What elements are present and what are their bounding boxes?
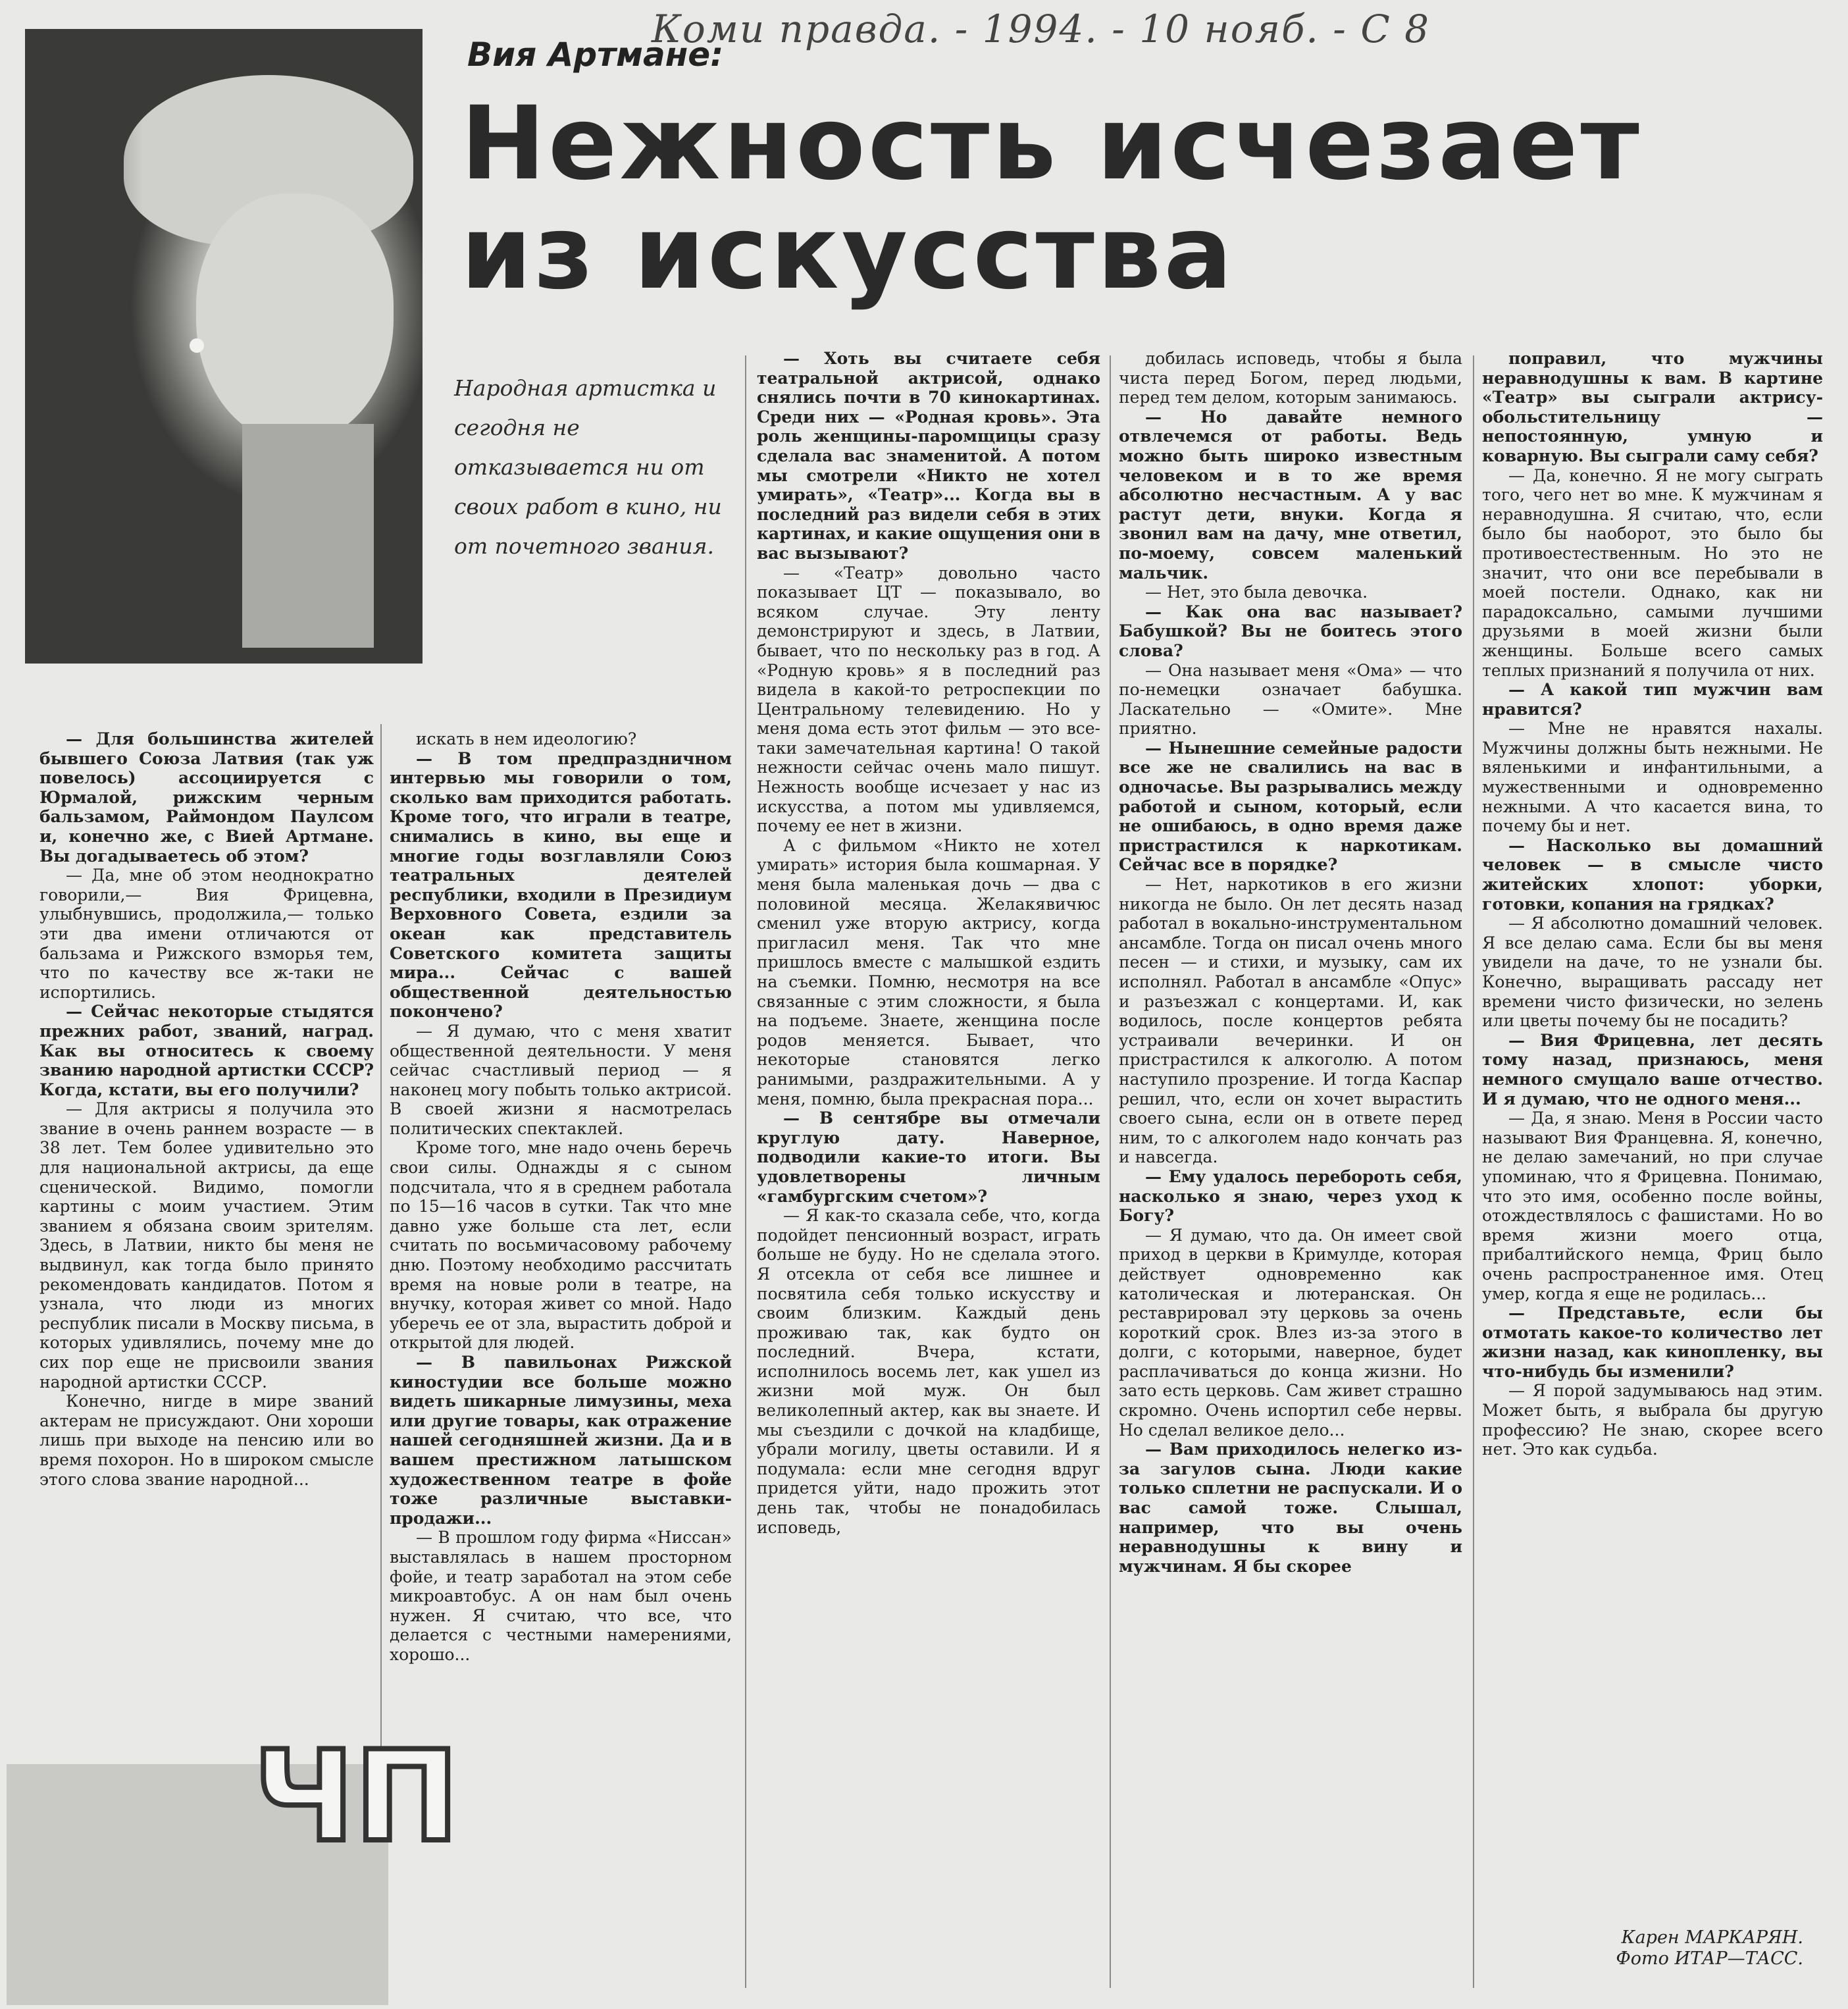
answer-paragraph: Кроме того, мне надо очень беречь свои силы. Однажды я с сыном подсчитала, что я в среднем работала по 15—16 часов в сутки. Так что мне давно уже больше ста лет, если считать по восьмичасовому рабочему дню. Поэтому необходимо рассчитать время на новые роли в театре, на внучку, которая живет со мной. Надо уберечь ее от зла, вырастить доброй и открытой для людей.	[390, 1138, 732, 1353]
portrait-photo	[25, 29, 423, 664]
question-paragraph: — В павильонах Рижской киностудии все больше можно видеть шикарные лимузины, меха или другие товары, как отражение нашей сегодняшней жизни. Да и в вашем престижном латышском художественном театре в фойе тоже различные выставки-продажи...	[390, 1353, 732, 1528]
answer-paragraph: — В прошлом году фирма «Ниссан» выставлялась в нашем просторном фойе, и театр заработал на этом себе микроавтобус. А он нам был очень нужен. Я считаю, что все, что делается с честными намерениями, хорошо...	[390, 1528, 732, 1664]
answer-paragraph: — Нет, это была девочка.	[1145, 583, 1368, 602]
column-divider	[1473, 355, 1474, 1988]
question-paragraph: — Для большинства жителей бывшего Союза Латвия (так уж повелось) ассоциируется с Юрмалой, рижским черным бальзамом, Раймондом Паулсом и, конечно же, с Вией Артмане. Вы догадываетесь об этом?	[39, 729, 374, 866]
column-divider	[1110, 355, 1111, 1988]
answer-paragraph: — Я думаю, что да. Он имеет свой приход в церкви в Кримулде, которая действует одновременно как католическая и лютеранская. Он реставрировал эту церковь за очень короткий срок. Влез из-за этого в долги, с которыми, наверное, будет расплачиваться до конца жизни. Но зато есть церковь. Сам живет страшно скромно. Очень испортил себе нервы. Но сделал великое дело...	[1119, 1225, 1462, 1440]
text-column-5	[1482, 349, 1823, 1459]
answer-paragraph: — Я порой задумываюсь над этим. Может быть, я выбрала бы другую профессию? Не знаю, скорее всего нет. Это как судьба.	[1482, 1381, 1823, 1459]
question-paragraph: — Представьте, если бы отмотать какое-то количество лет жизни назад, как кинопленку, вы что-нибудь бы изменили?	[1482, 1303, 1823, 1381]
question-paragraph: — В том предпраздничном интервью мы говорили о том, сколько вам приходится работать. Кроме того, что играли в театре, снимались в кино, вы еще и многие годы возглавляли Союз театральных деятелей республики, входили в Президиум Верховного Совета, ездили за океан как представитель Советского комитета защиты мира... Сейчас с вашей общественной деятельностью покончено?	[390, 748, 732, 1022]
question-paragraph: — Ему удалось перебороть себя, насколько я знаю, через уход к Богу?	[1119, 1166, 1462, 1226]
answer-paragraph: — Я как-то сказала себе, что, когда подойдет пенсионный возраст, играть больше не буду. Но не сделала этого. Я отсекла от себя все лишнее и посвятила себя только искусству и своим близким. Каждый день проживаю так, как будто он последний. Вчера, кстати, исполнилось восемь лет, как ушел из жизни мой муж. Он был великолепный актер, как вы знаете. И мы съездили с дочкой на кладбище, убрали могилу, цветы оставили. И я подумала: если мне сегодня вдруг придется уйти, надо прожить этот день так, чтобы не понадобилась исповедь,	[757, 1206, 1100, 1537]
answer-paragraph: — Она называет меня «Ома» — что по-немецки означает бабушка. Ласкательно — «Омите». Мне приятно.	[1119, 660, 1462, 739]
question-paragraph: поправил, что мужчины неравнодушны к вам. В картине «Театр» вы сыграли актрису-обольстительницу — непостоянную, умную и коварную. Вы сыграли саму себя?	[1482, 349, 1823, 465]
answer-paragraph: — Да, конечно. Я не могу сыграть того, чего нет во мне. К мужчинам я неравнодушна. Я считаю, что, если было бы наоборот, это было бы противоестественным. Но это не значит, что они все перебывали в моей постели. Однако, как ни парадоксально, самыми лучшими друзьями в моей жизни были женщины. Больше всего самых теплых признаний я получила от них.	[1482, 465, 1823, 680]
photo-credit: Фото ИТАР—ТАСС.	[1616, 1948, 1803, 1969]
byline	[1553, 1927, 1803, 1970]
paper-logo: ЧП	[253, 1724, 459, 1869]
answer-paragraph: — Да, мне об этом неоднократно говорили,— Вия Фрицевна, улыбнувшись, продолжила,— только эти два имени отличаются от бальзама и Рижского взморья тем, что по качеству все ж-таки не испортились.	[39, 866, 374, 1002]
question-paragraph: — Как она вас называет? Бабушкой? Вы не боитесь этого слова?	[1119, 602, 1462, 660]
column-divider	[745, 355, 746, 1988]
answer-paragraph: — Я думаю, что с меня хватит общественной деятельности. У меня сейчас счастливый период — я наконец могу побыть только актрисой. В своей жизни я насмотрелась политических спектаклей.	[390, 1021, 732, 1138]
question-paragraph: — Но давайте немного отвлечемся от работы. Ведь можно быть широко известным человеком и в то же время абсолютно несчастным. А у вас растут дети, внуки. Когда я звонил вам на дачу, мне ответил, по-моему, совсем маленький мальчик.	[1119, 407, 1462, 583]
author-credit: Карен МАРКАРЯН.	[1621, 1927, 1803, 1948]
answer-paragraph: — Я абсолютно домашний человек. Я все делаю сама. Если бы вы меня увидели на даче, то не узнали бы. Конечно, выращивать рассаду нет времени чисто физически, но зелень или цветы почему бы не посадить?	[1482, 914, 1823, 1031]
handwritten-source-note: Коми правда. - 1994. - 10 нояб. - С 8	[652, 7, 1431, 51]
text-column-3	[757, 349, 1100, 1537]
article-lead: Народная артистка и сегодня не отказывается ни от своих работ в кино, ни от почетного звания.	[454, 375, 722, 559]
answer-paragraph: Конечно, нигде в мире званий актерам не присуждают. Они хороши лишь при выходе на пенсию или во время похорон. Но в широком смысле этого слова звание народной...	[39, 1392, 374, 1489]
question-paragraph: — В сентябре вы отмечали круглую дату. Наверное, подводили какие-то итоги. Вы удовлетворены личным «гамбургским счетом»?	[757, 1109, 1100, 1206]
question-paragraph: — Вия Фрицевна, лет десять тому назад, признаюсь, меня немного смущало ваше отчество. И я думаю, что не одного меня...	[1482, 1030, 1823, 1109]
question-paragraph: — Вам приходилось нелегко из-за загулов сына. Люди какие только сплетни не распускали. И о вас самой тоже. Слышал, например, что вы очень неравнодушны к вину и мужчинам. Я бы скорее	[1119, 1440, 1462, 1576]
article-kicker: Вия Артмане:	[467, 36, 724, 74]
question-paragraph: — Насколько вы домашний человек — в смысле чисто житейских хлопот: уборки, готовки, копания на грядках?	[1482, 835, 1823, 914]
answer-paragraph: искать в нем идеологию?	[416, 729, 637, 748]
answer-paragraph: — Для актрисы я получила это звание в очень раннем возрасте — в 38 лет. Тем более удивительно это для национальной актрисы, да еще сценической. Видимо, помогли картины с моим участием. Этим званием я обязана своим зрителям. Здесь, в Латвии, никто бы меня не выдвинул, как тогда было принято рекомендовать кандидатов. Потом я узнала, что люди из многих республик писали в Москву письма, в которых удивлялись, почему мне до сих пор еще не присвоили звания народной артистки СССР.	[39, 1099, 374, 1392]
column-divider	[380, 724, 382, 1764]
question-paragraph: — Хоть вы считаете себя театральной актрисой, однако снялись почти в 70 кинокартинах. Среди них — «Родная кровь». Эта роль женщины-паромщицы сразу сделала вас знаменитой. А потом мы смотрели «Никто не хотел умирать», «Театр»... Когда вы в последний раз видели себя в этих картинах, и какие ощущения они в вас вызывают?	[757, 349, 1100, 563]
answer-paragraph: — Мне не нравятся нахалы. Мужчины должны быть нежными. Не вяленькими и инфантильными, а мужественными и одновременно нежными. А что касается вина, то почему бы и нет.	[1482, 719, 1823, 836]
article-headline: Нежность исчезает из искусства	[461, 85, 1642, 312]
answer-paragraph: — «Театр» довольно часто показывает ЦТ — показывало, во всяком случае. Эту ленту демонстрируют и здесь, в Латвии, бывает, что по нескольку раз в год. А «Родную кровь» я в последний раз видела в какой-то ретроспекции по Центральному телевидению. Но у меня дома есть этот фильм — это все-таки замечательная картина! О такой нежности сейчас очень мало пишут. Нежность вообще исчезает у нас из искусства, а потом мы удивляемся, почему ее нет в жизни.	[757, 563, 1100, 836]
answer-paragraph: — Да, я знаю. Меня в России часто называют Вия Францевна. Я, конечно, не делаю замечаний, но при случае упоминаю, что я Фрицевна. Понимаю, что это имя, особенно после войны, отождествлялось с фашистами. Но во время жизни моего отца, прибалтийского немца, Фриц было очень распространенное имя. Отец умер, когда я еще не родилась...	[1482, 1109, 1823, 1303]
portrait-face	[196, 194, 394, 444]
portrait-shadow	[25, 29, 143, 664]
question-paragraph: — А какой тип мужчин вам нравится?	[1482, 680, 1823, 719]
question-paragraph: — Нынешние семейные радости все же не свалились на вас в одночасье. Вы разрывались между работой и сыном, который, если не ошибаюсь, в одно время даже пристрастился к наркотикам. Сейчас все в порядке?	[1119, 738, 1462, 875]
text-column-1	[39, 729, 374, 1489]
text-column-4	[1119, 349, 1462, 1576]
portrait-earring	[190, 338, 204, 353]
text-column-2	[390, 729, 732, 1665]
answer-paragraph: добилась исповедь, чтобы я была чиста перед Богом, перед людьми, перед тем делом, которым занимаюсь.	[1119, 349, 1462, 407]
answer-paragraph: А с фильмом «Никто не хотел умирать» история была кошмарная. У меня была маленькая дочь — два с половиной месяца. Желакявичюс сменил уже вторую актрису, когда пригласил меня. Так что мне пришлось вместе с малышкой ездить на съемки. Помню, несмотря на все связанные с этим сложности, я была на подъеме. Знаете, женщина после родов меняется. Бывает, что некоторые становятся легко ранимыми, раздражительными. А у меня, помню, была прекрасная пора...	[757, 835, 1100, 1109]
question-paragraph: — Сейчас некоторые стыдятся прежних работ, званий, наград. Как вы относитесь к своему званию народной артистки СССР? Когда, кстати, вы его получили?	[39, 1002, 374, 1099]
portrait-neck	[242, 424, 374, 648]
answer-paragraph: — Нет, наркотиков в его жизни никогда не было. Он лет десять назад работал в вокально-инструментальном ансамбле. Тогда он писал очень много песен — и стихи, и музыку, сам их исполнял. Работал в ансамбле «Опус» и разъезжал с концертами. И, как водилось, после концертов ребята устраивали вечеринки. И он пристрастился к алкоголю. А потом наступило прозрение. И тогда Каспар решил, что, если он хочет вырастить своего сына, если он в ответе перед ним, то с алкоголем надо кончать раз и навсегда.	[1119, 875, 1462, 1167]
